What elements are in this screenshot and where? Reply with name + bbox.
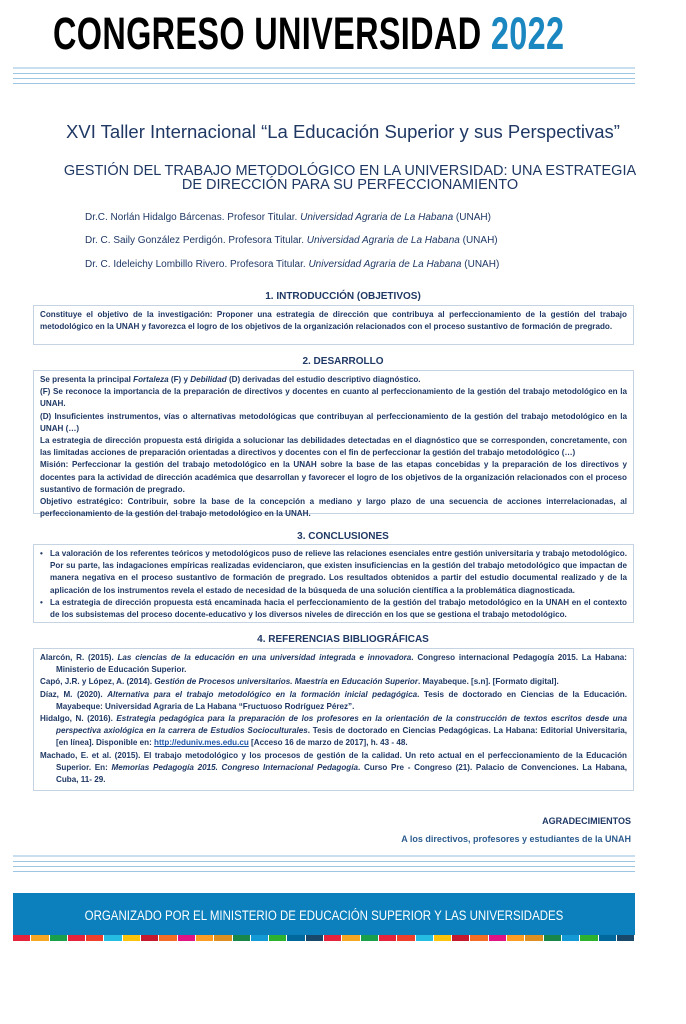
text-run: La valoración de los referentes teóricos y metodológicos puso de relieve las relaciones esenciales entre gestión universitaria y trabajo metodológico. Por su parte, las indagaciones empíricas realizadas evidenciaron, que existen insuficiencias en la gestión del trabajo metodológico que impactan de manera negativa en el proceso sustantivo de formación de pregrado. Los resultados obtenidos a partir del estudio documental realizado y de la aplicación de los instrumentos revela el estado de necesidad de la búsqueda de una solución científica a la problemática diagnosticada. — [50, 549, 627, 595]
acknowledgments-heading: AGRADECIMIENTOS — [542, 816, 631, 826]
stripe-segment — [233, 935, 250, 941]
text-run: . Tesis de doctorado en Ciencias Pedagógicas. La Habana: Editorial Universitaria, [en línea]. Disponible en: — [56, 726, 627, 748]
text-run: . Tesis de doctorado en Ciencias de la Educación. Mayabeque: Universidad Agraria de La Habana “Fructuoso Rodríguez Pérez”. — [56, 689, 627, 711]
paragraph — [40, 435, 627, 459]
stripe-segment — [306, 935, 323, 941]
text-run: Objetivo estratégico: Contribuir, sobre la base de la concepción a mediano y largo plazo de una secuencia de acciones interrelacionadas, al perfeccionamiento de la gestión del trabajo metodológico en la UNAH. — [40, 497, 627, 519]
text-run: Capó, J.R. y López, A. (2014). — [40, 677, 155, 687]
paragraph — [40, 459, 627, 496]
event-title: XVI Taller Internacional “La Educación Superior y sus Perspectivas” — [66, 121, 620, 142]
bottom-divider-lines — [13, 855, 635, 871]
brand-year: 2022 — [490, 8, 565, 59]
stripe-segment — [141, 935, 158, 941]
section-heading-introduccion: 1. INTRODUCCIÓN (OBJETIVOS) — [265, 291, 421, 302]
stripe-segment — [416, 935, 433, 941]
text-run: Debilidad — [190, 375, 227, 384]
section-box-referencias — [33, 648, 634, 791]
text-run: (D) Insuficientes instrumentos, vías o alternativas metodológicas que contribuyan al perfeccionamiento de la gestión del trabajo metodológico en la UNAH (…) — [40, 411, 627, 433]
author-2 — [85, 235, 498, 246]
text-run: Machado, E. et al. (2015). El trabajo metodológico y los procesos de gestión de la calidad. Un reto actual en el perfeccionamiento de la Educación Superior. En: — [40, 750, 627, 772]
acknowledgments-text: A los directivos, profesores y estudiantes de la UNAH — [401, 834, 631, 844]
author-name: Dr. C. Saily González Perdigón. Profesora Titular. — [85, 235, 307, 246]
color-stripes — [13, 935, 635, 941]
reference-link[interactable]: http://eduniv.mes.edu.cu — [154, 738, 249, 748]
stripe-segment — [50, 935, 67, 941]
stripe-segment — [580, 935, 597, 941]
reference-item — [40, 750, 627, 787]
text-run: [Acceso 16 de marzo de 2017], h. 43 - 48. — [248, 738, 408, 748]
text-run: Memorias Pedagogía 2015. Congreso Internacional Pedagogía — [111, 762, 358, 772]
stripe-segment — [489, 935, 506, 941]
stripe-segment — [104, 935, 121, 941]
section-box-introduccion — [33, 305, 634, 345]
stripe-segment — [361, 935, 378, 941]
author-abbr: (UNAH) — [453, 212, 491, 223]
text-run: . Curso Pre - Congreso (21). Palacio de Convenciones. La Habana, Cuba, 11- 29. — [56, 762, 627, 785]
stripe-segment — [324, 935, 341, 941]
stripe-segment — [68, 935, 85, 941]
text-run: Díaz, M. (2020). — [40, 689, 108, 699]
text-run: Hidalgo, N. (2016). — [40, 714, 117, 724]
section-box-desarrollo — [33, 370, 634, 519]
stripe-segment — [178, 935, 195, 941]
stripe-segment — [31, 935, 48, 941]
stripe-segment — [525, 935, 542, 941]
stripe-segment — [470, 935, 487, 941]
stripe-segment — [507, 935, 524, 941]
stripe-segment — [196, 935, 213, 941]
section-heading-conclusiones: 3. CONCLUSIONES — [297, 531, 389, 542]
stripe-segment — [159, 935, 176, 941]
congress-logo — [53, 8, 565, 59]
reference-item — [40, 652, 627, 676]
author-abbr: (UNAH) — [461, 259, 500, 270]
text-run: Estrategia pedagógica para la preparación de los profesores en la orientación de la construcción de textos escritos desde una perspectiva axiológica en la carrera de Estudios Socioculturales — [56, 714, 627, 736]
text-run: Fortaleza — [133, 375, 169, 384]
section-heading-referencias: 4. REFERENCIAS BIBLIOGRÁFICAS — [257, 634, 429, 645]
section-box-conclusiones — [33, 544, 634, 623]
author-institution: Universidad Agraria de La Habana — [306, 235, 460, 246]
text-run: (D) derivadas del estudio descriptivo diagnóstico. — [226, 375, 421, 384]
reference-item — [40, 713, 627, 750]
stripe-segment — [544, 935, 561, 941]
paragraph — [40, 309, 627, 333]
stripe-segment — [86, 935, 103, 941]
stripe-segment — [13, 935, 30, 941]
section-heading-desarrollo: 2. DESARROLLO — [302, 356, 384, 367]
author-abbr: (UNAH) — [459, 235, 498, 246]
stripe-segment — [269, 935, 286, 941]
top-divider-lines — [13, 67, 635, 83]
stripe-segment — [452, 935, 469, 941]
stripe-segment — [287, 935, 304, 941]
text-run: Alternativa para el trabajo metodológico en la formación inicial pedagógica — [107, 689, 418, 699]
author-institution: Universidad Agraria de La Habana — [308, 259, 462, 270]
reference-item — [40, 676, 627, 688]
bullet-item — [40, 597, 627, 621]
paragraph — [40, 386, 627, 410]
stripe-segment — [123, 935, 140, 941]
author-3 — [85, 259, 499, 270]
text-run: . Mayabeque. [s.n]. [Formato digital]. — [417, 677, 559, 687]
stripe-segment — [342, 935, 359, 941]
stripe-segment — [397, 935, 414, 941]
stripe-segment — [251, 935, 268, 941]
author-name: Dr. C. Ideleichy Lombillo Rivero. Profesora Titular. — [85, 259, 309, 270]
text-run: Misión: Perfeccionar la gestión del trabajo metodológico en la UNAH sobre la base de las etapas concebidas y la preparación de los directivos y docentes para la actividad de dirección académica que desarrollan y favorecer el logro de los objetivos de la organización relacionados con el proceso sustantivo de formación de pregrado. — [40, 460, 627, 494]
stripe-segment — [617, 935, 634, 941]
stripe-segment — [379, 935, 396, 941]
bullet-item — [40, 548, 627, 597]
stripe-segment — [214, 935, 231, 941]
reference-item — [40, 689, 627, 713]
text-run: (F) Se reconoce la importancia de la preparación de directivos y docentes en cuanto al perfeccionamiento de la gestión del trabajo metodológico en la UNAH. — [40, 387, 627, 409]
paragraph — [40, 411, 627, 435]
text-run: (F) y — [168, 375, 191, 384]
stripe-segment — [562, 935, 579, 941]
stripe-segment — [599, 935, 616, 941]
footer-band — [13, 893, 635, 969]
text-run: Se presenta la principal — [40, 375, 134, 384]
paragraph — [40, 374, 627, 386]
footer-text: ORGANIZADO POR EL MINISTERIO DE EDUCACIÓN SUPERIOR Y LAS UNIVERSIDADES CUBANAS — [84, 908, 564, 969]
author-1 — [85, 212, 491, 223]
brand-text: CONGRESO UNIVERSIDAD — [53, 8, 482, 59]
paper-title: GESTIÓN DEL TRABAJO METODOLÓGICO EN LA UNIVERSIDAD: UNA ESTRATEGIA DE DIRECCIÓN PARA SU PERFECCIONAMIENTO — [63, 163, 637, 193]
text-run: Constituye el objetivo de la investigación: Proponer una estrategia de dirección que contribuya al perfeccionamiento de la gestión del trabajo metodológico en la UNAH y favorezca el logro de los objetivos de la organización relacionados con el proceso sustantivo de formación de pregrado. — [40, 310, 627, 332]
text-run: Las ciencias de la educación en una universidad integrada e innovadora — [117, 653, 412, 662]
author-name: Dr.C. Norlán Hidalgo Bárcenas. Profesor Titular. — [85, 212, 301, 223]
text-run: Alarcón, R. (2015). — [40, 653, 118, 662]
text-run: . Congreso internacional Pedagogía 2015. La Habana: Ministerio de Educación Superior. — [56, 653, 627, 675]
text-run: Gestión de Procesos universitarios. Maestría en Educación Superior — [154, 677, 418, 687]
text-run: La estrategia de dirección propuesta está dirigida a solucionar las debilidades detectadas en el diagnóstico que se corresponden, concretamente, con las limitadas acciones de preparación orientadas a directivos y docentes con el fin de perfeccionar la gestión del trabajo metodológico (…) — [40, 436, 627, 458]
stripe-segment — [434, 935, 451, 941]
author-institution: Universidad Agraria de La Habana — [300, 212, 454, 223]
text-run: La estrategia de dirección propuesta está encaminada hacia el perfeccionamiento de la gestión del trabajo metodológico en la UNAH en el contexto de los subsistemas del proceso docente-educativo y los diversos niveles de dirección en los que se gestiona el trabajo metodológico. — [50, 597, 627, 620]
paragraph — [40, 496, 627, 520]
